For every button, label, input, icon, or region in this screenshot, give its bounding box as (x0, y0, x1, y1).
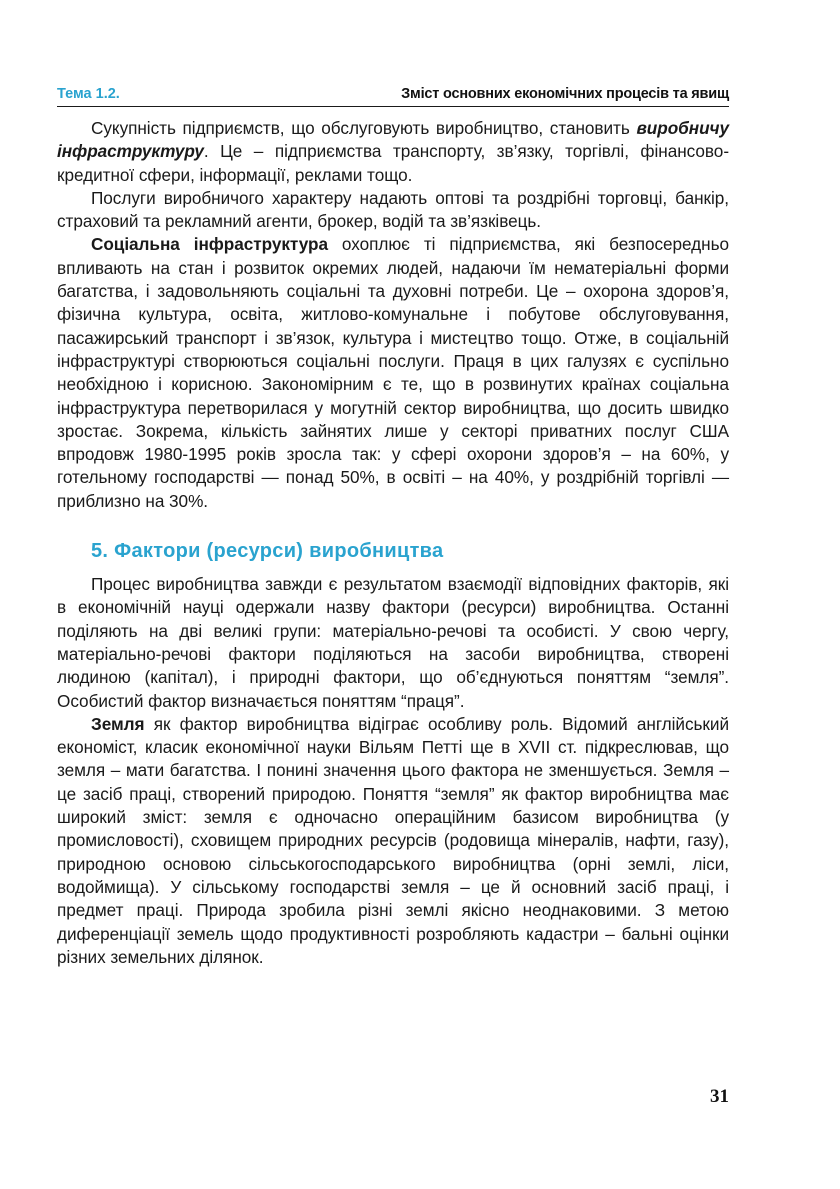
term-production-infrastructure: виробничу інфраструктуру (57, 118, 729, 162)
paragraph-text: охоплює ті підприємства, які безпосередньо впливають на стан і розвиток окремих людей, надаючи їм нематеріальні форми багатства, і задовольняють соціальні та духовні потреби. Це – охорона здоров’я, фізична культура, освіта, житлово-комунальне і побутове обслуговування, пасажирський транспорт і зв’язок, культура і мистецтво тощо. Отже, в соціальній інфраструктурі створюються соціальні послуги. Праця в цих галузях є суспільно необхідною і корисною. Закономірним є те, що в розвинутих країнах соціальна інфраструктура перетворилася у могутній сектор виробництва, що досить швидко зростає. Зокрема, кількість зайнятих лише у секторі приватних послуг США впродовж 1980-1995 років зросла так: у сфері охорони здоров’я – на 60%, у готельному господарстві — понад 50%, в освіті – на 40%, у роздрібній торгівлі — приблизно на 30%. (57, 234, 729, 511)
page-number: 31 (710, 1086, 729, 1107)
paragraph-land (57, 713, 729, 969)
paragraph-text: як фактор виробництва відіграє особливу роль. Відомий англійський економіст, класик економічної науки Вільям Петті ще в XVII ст. підкреслював, що земля – мати багатства. І понині значення цього фактора не зменшується. Земля – це засіб праці, створений природою. Поняття “земля” як фактор виробництва має широкий зміст: земля є одночасно операційним базисом виробництва (у промисловості), сховищем природних ресурсів (родовища мінералів, нафти, газу), природною основою сільськогосподарського виробництва (орні землі, ліси, водоймища). У сільському господарстві земля – це й основний засіб праці, і предмет праці. Природа зробила різні землі якісно неоднаковими. З метою диференціації земель щодо продуктивності розробляють кадастри – бальні оцінки різних земельних ділянок. (57, 713, 729, 967)
paragraph-text: Сукупність підприємств, що обслуговують виробництво, становить (91, 118, 637, 138)
paragraph-text: . Це – підприємства транспорту, зв’язку, торгівлі, фінансово-кредитної сфери, інформації, реклами тощо. (57, 141, 729, 185)
topic-label: Тема 1.2. (57, 86, 120, 102)
term-land: Земля (91, 713, 145, 734)
running-header (57, 86, 729, 107)
textbook-page (57, 86, 729, 969)
chapter-title: Зміст основних економічних процесів та явищ (401, 86, 729, 102)
section-heading: 5. Фактори (ресурси) виробництва (91, 540, 444, 563)
paragraph-production-factors (57, 573, 729, 713)
paragraph-production-services (57, 187, 729, 234)
paragraph-production-infrastructure (57, 117, 729, 187)
paragraph-social-infrastructure (57, 233, 729, 513)
paragraph-text: Послуги виробничого характеру надають оптові та роздрібні торговці, банкір, страховий та рекламний агенти, брокер, водій та зв’язківець. (57, 187, 729, 232)
body-text (57, 117, 729, 969)
paragraph-text: Процес виробництва завжди є результатом взаємодії відповідних факторів, які в економічній науці одержали назву фактори (ресурси) виробництва. Останні поділяють на дві великі групи: матеріально-речові та особисті. У свою чергу, матеріально-речові фактори поділяються на засоби виробництва, створені людиною (капітал), і природні фактори, що об’єднуються поняттям “земля”. Особистий фактор визначається поняттям “праця”. (57, 574, 729, 711)
term-social-infrastructure: Соціальна інфраструктура (91, 234, 328, 255)
